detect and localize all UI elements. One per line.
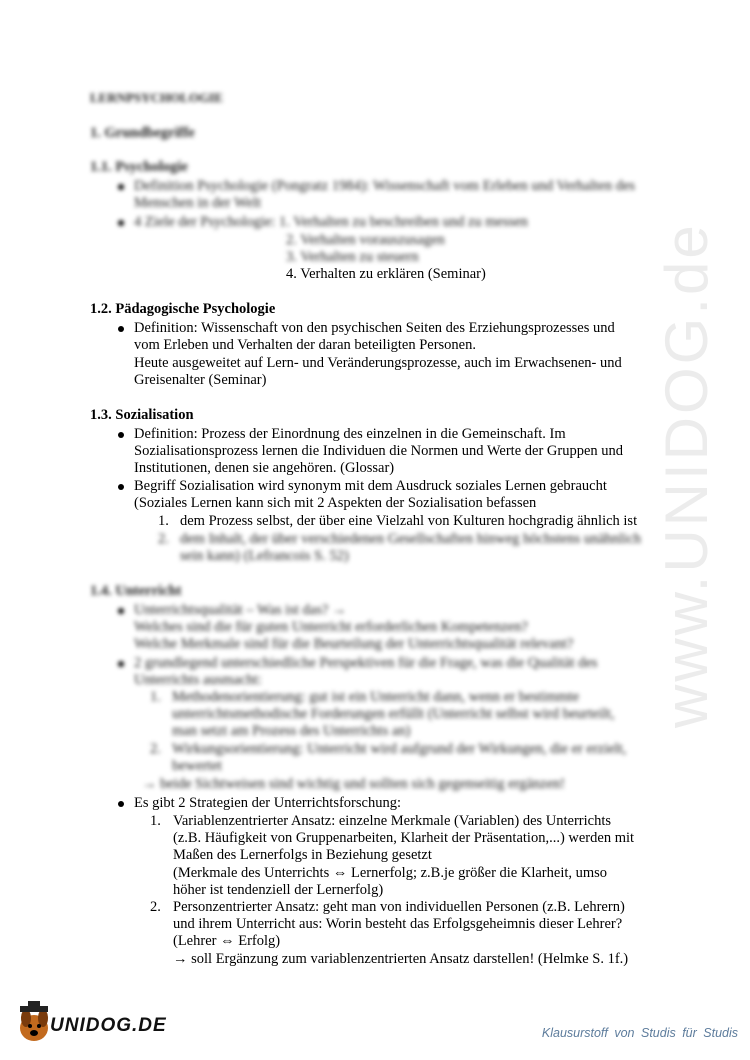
text-line: Institutionen, denen sie angehören. (Glossar) <box>134 460 395 476</box>
watermark: www.UNIDOG.de <box>653 222 720 728</box>
text-line: Sozialisationsprozess lernen die Individuen die Normen und Werte der Gruppen und <box>134 443 624 459</box>
text-line: Begriff Sozialisation wird synonym mit dem Ausdruck soziales Lernen gebraucht <box>134 478 607 494</box>
section-heading-1-1: 1.1. Psychologie <box>90 159 188 175</box>
text-line: → soll Ergänzung zum variablenzentrierten Ansatz darstellen! (Helmke S. 1f.) <box>173 951 629 967</box>
list-number: 2. <box>150 741 161 757</box>
document-title: LERNPSYCHOLOGIE <box>90 90 223 105</box>
text-line: dem Prozess selbst, der über eine Vielzahl von Kulturen hochgradig ähnlich ist <box>180 513 638 529</box>
bullet <box>118 661 124 667</box>
text-line: (z.B. Häufigkeit von Gruppenarbeiten, Klarheit der Präsentation,...) werden mit <box>173 830 635 846</box>
text-line: 2. Verhalten vorauszusagen <box>286 232 445 248</box>
text-line: (Merkmale des Unterrichts ⇔ Lernerfolg; z.B.je größer die Klarheit, umso <box>173 865 608 881</box>
text-line: unterrichtsmethodische Forderungen erfüllt (Unterricht selbst wird beurteilt, <box>172 706 615 722</box>
text-line: → beide Sichtweisen sind wichtig und sollten sich gegenseitig ergänzen! <box>142 776 565 792</box>
text-line: dem Inhalt, der über verschiedenen Gesellschaften hinweg höchstens unähnlich <box>180 531 642 547</box>
text-line: 2 grundlegend unterschiedliche Perspektiven für die Frage, was die Qualität des <box>134 655 598 671</box>
section-heading-1-2: 1.2. Pädagogische Psychologie <box>90 301 276 317</box>
text-line: 4. Verhalten zu erklären (Seminar) <box>286 266 486 282</box>
text-line: Maßen des Lernerfolgs in Beziehung gesetzt <box>173 847 432 863</box>
text-line: bewertet <box>172 758 222 774</box>
list-number: 1. <box>150 689 161 705</box>
bullet <box>118 801 124 807</box>
text-line: Methodenorientierung: gut ist ein Unterricht dann, wenn er bestimmte <box>172 689 580 705</box>
list-number: 2. <box>158 531 169 547</box>
text-line: Menschen in der Welt <box>134 195 262 211</box>
list-number: 1. <box>150 813 161 829</box>
text-line: höher ist tendenziell der Lernerfolg) <box>173 882 384 898</box>
text-line: sein kann) (Lefrancois S. 52) <box>180 548 349 564</box>
text-line: Greisenalter (Seminar) <box>134 372 267 388</box>
text-line: vom Erleben und Verhalten der daran beteiligten Personen. <box>134 337 476 353</box>
text-line: Es gibt 2 Strategien der Unterrichtsforschung: <box>134 795 401 811</box>
text-line: Variablenzentrierter Ansatz: einzelne Merkmale (Variablen) des Unterrichts <box>173 813 612 829</box>
bullet <box>118 608 124 614</box>
bullet <box>118 484 124 490</box>
text-line: 3. Verhalten zu steuern <box>286 249 419 265</box>
text-line: Definition: Prozess der Einordnung des einzelnen in die Gemeinschaft. Im <box>134 426 566 442</box>
bullet <box>118 326 124 332</box>
bullet <box>118 220 124 226</box>
text-line: Unterrichtsqualität – Was ist das? → <box>134 602 347 618</box>
section-heading-1: 1. Grundbegriffe <box>90 125 195 141</box>
section-heading-1-3: 1.3. Sozialisation <box>90 407 194 423</box>
text-line: (Soziales Lernen kann sich mit 2 Aspekten der Sozialisation befassen <box>134 495 537 511</box>
text-line: Wirkungsorientierung: Unterricht wird aufgrund der Wirkungen, die er erzielt, <box>172 741 627 757</box>
text-line: Definition Psychologie (Pongratz 1984): Wissenschaft vom Erleben und Verhalten des <box>134 178 636 194</box>
text-line: 4 Ziele der Psychologie: 1. Verhalten zu beschreiben und zu messen <box>134 214 528 230</box>
list-number: 1. <box>158 513 169 529</box>
text-line: (Lehrer ⇔ Erfolg) <box>173 933 281 949</box>
text-line: Definition: Wissenschaft von den psychischen Seiten des Erziehungsprozesses und <box>134 320 615 336</box>
text-line: Welches sind die für guten Unterricht erforderlichen Kompetenzen? <box>134 619 528 635</box>
text-line: Heute ausgeweitet auf Lern- und Veränderungsprozesse, auch im Erwachsenen- und <box>134 355 622 371</box>
section-heading-1-4: 1.4. Unterricht <box>90 583 182 599</box>
list-number: 2. <box>150 899 161 915</box>
text-line: Unterrichts ausmacht: <box>134 672 262 688</box>
footer-tagline: Klausurstoff von Studis für Studis <box>541 1026 738 1040</box>
text-line: und ihrem Unterricht aus: Worin besteht das Erfolgsgeheimnis dieser Lehrer? <box>173 916 623 932</box>
text-line: man setzt am Prozess des Unterrichts an) <box>172 723 411 739</box>
logo-text: UNIDOG.DE <box>50 1015 167 1036</box>
bullet <box>118 432 124 438</box>
text-line: Welche Merkmale sind für die Beurteilung der Unterrichtsqualität relevant? <box>134 636 574 652</box>
bullet <box>118 184 124 190</box>
text-line: Personzentrierter Ansatz: geht man von individuellen Personen (z.B. Lehrern) <box>173 899 625 915</box>
